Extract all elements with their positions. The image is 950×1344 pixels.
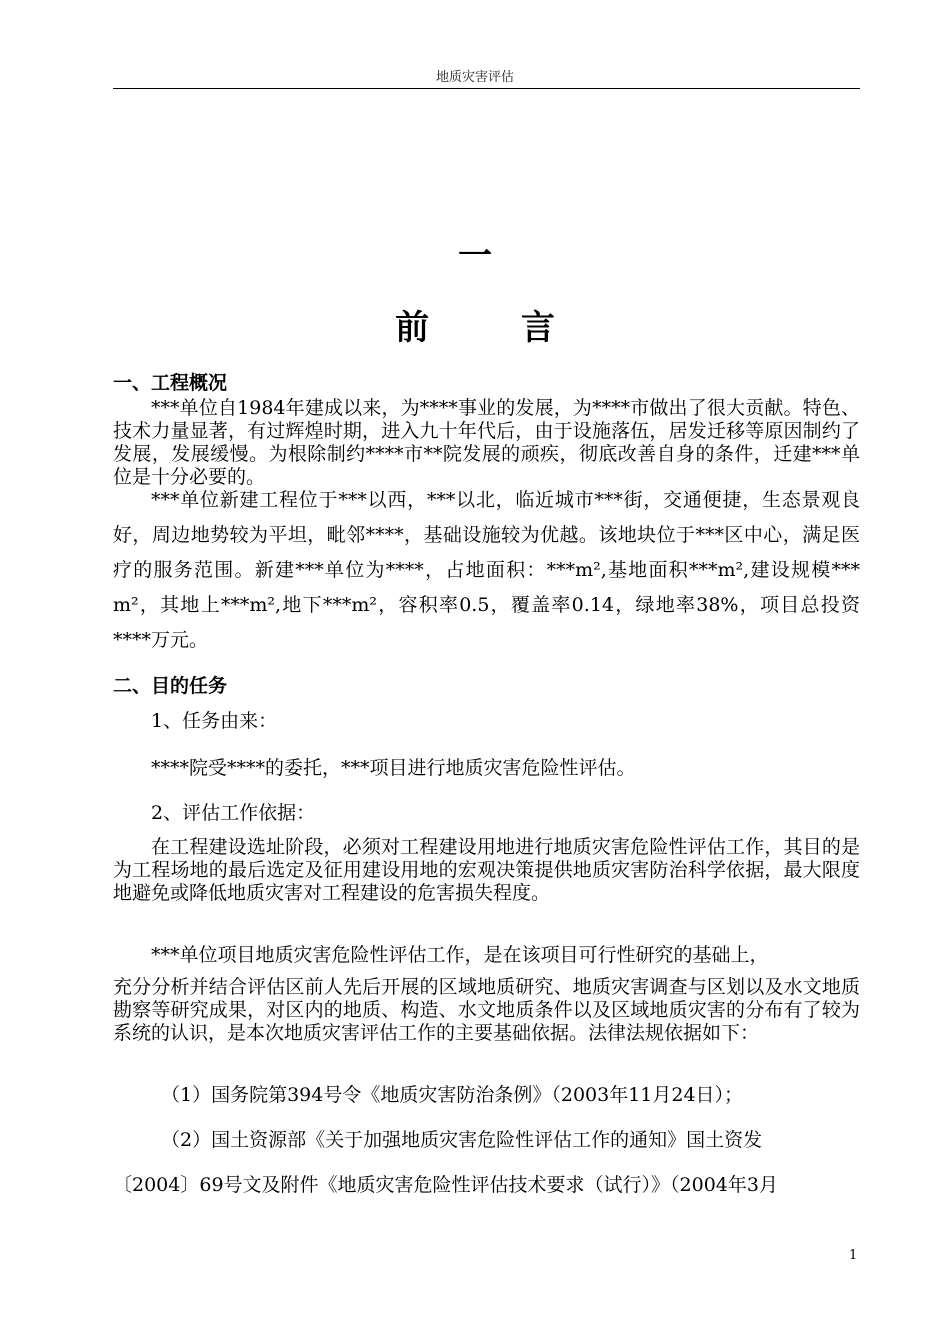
page-number: 1 xyxy=(849,1248,858,1263)
subheading-basis: 2、评估工作依据： xyxy=(151,802,316,824)
section-heading-overview: 一、工程概况 xyxy=(113,372,228,394)
section-heading-purpose: 二、目的任务 xyxy=(113,675,228,697)
law-item-2: （2）国土资源部《关于加强地质灾害危险性评估工作的通知》国土资发 xyxy=(161,1129,763,1151)
header-rule xyxy=(113,88,860,89)
law-item-2-continued: 〔2004〕69号文及附件《地质灾害危险性评估技术要求（试行）》（2004年3月 xyxy=(113,1174,778,1196)
paragraph-basis-2: ***单位项目地质灾害危险性评估工作，是在该项目可行性研究的基础上， xyxy=(151,944,769,966)
paragraph-basis-1: 在工程建设选址阶段，必须对工程建设用地进行地质灾害危险性评估工作，其目的是为工程场地的最后选定及征用建设用地的宏观决策提供地质灾害防治科学依据，最大限度地避免或降低地质灾害对工程建设的危害损失程度。 xyxy=(113,836,860,904)
paragraph-task-origin: ****院受****的委托，***项目进行地质灾害危险性评估。 xyxy=(151,757,636,779)
paragraph-overview-2: ***单位新建工程位于***以西，***以北，临近城市***街，交通便捷，生态景观良好，周边地势较为平坦，毗邻****，基础设施较为优越。该地块位于***区中心，满足医疗的服务范围。新建***单位为****，占地面积：***m²,基地面积***m²,建设规模*** m²，其地上***m²,地下***m²，容积率0.5，覆盖率0.14，绿地率38%，项目总投资****万元。 xyxy=(113,489,860,651)
chapter-title: 前 言 xyxy=(395,308,595,348)
chapter-number: 一 xyxy=(458,236,492,276)
subheading-task-origin: 1、任务由来： xyxy=(151,710,278,732)
paragraph-overview-1: ***单位自1984年建成以来，为****事业的发展，为****市做出了很大贡献。特色、技术力量显著，有过辉煌时期，进入九十年代后，由于设施落伍，居发迁移等原因制约了发展，发展缓慢。为根除制约****市**院发展的顽疾，彻底改善自身的条件，迁建***单位是十分必要的。 xyxy=(113,397,860,488)
running-header: 地质灾害评估 xyxy=(435,70,514,85)
law-item-1: （1）国务院第394号令《地质灾害防治条例》（2003年11月24日）； xyxy=(161,1084,744,1106)
paragraph-basis-3: 充分分析并结合评估区前人先后开展的区域地质研究、地质灾害调查与区划以及水文地质勘察等研究成果，对区内的地质、构造、水文地质条件以及区域地质灾害的分布有了较为系统的认识，是本次地质灾害评估工作的主要基础依据。法律法规依据如下： xyxy=(113,976,860,1044)
